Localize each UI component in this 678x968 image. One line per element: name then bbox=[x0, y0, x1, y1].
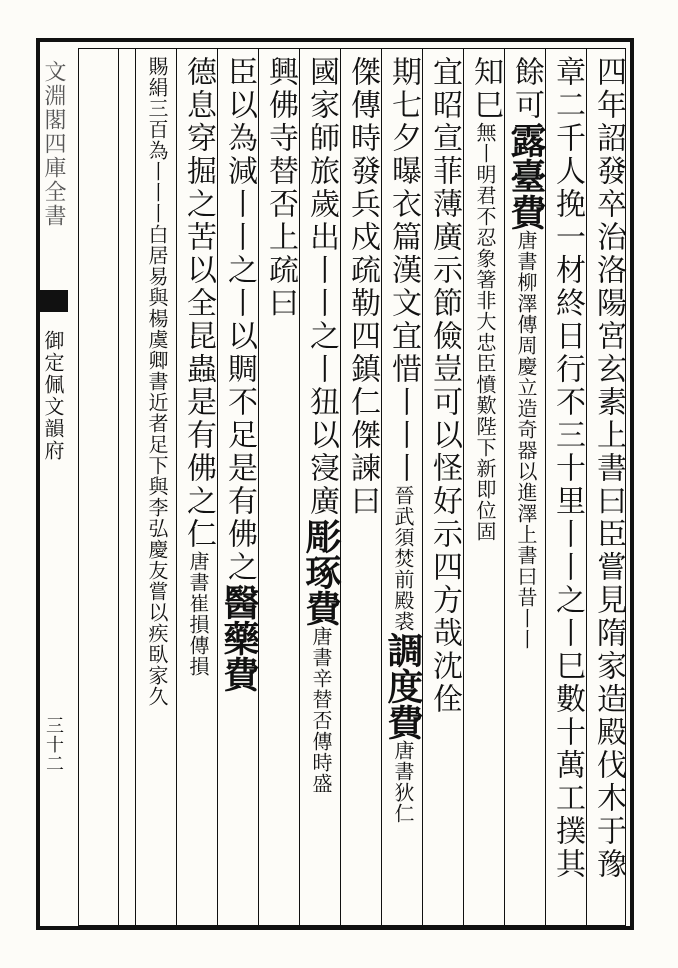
text-column-12: 賜絹三百為丨丨丨白居易與楊虞卿書近者足下與李弘慶友嘗以疾臥家久 bbox=[145, 56, 169, 707]
text-column-7: 傑傳時發兵戍疏勒四鎮仁傑諫曰 bbox=[345, 56, 380, 518]
book-title: 御定佩文韻府 bbox=[41, 330, 65, 462]
text-column-1: 四年詔發卒治洛陽宮玄素上書曰臣嘗見隋家造殿伐木于豫 bbox=[591, 56, 626, 881]
text-column-3: 餘可露臺費唐書柳澤傳周慶立造奇器以進澤上書曰昔丨丨 bbox=[505, 56, 547, 650]
page-number: 三十二 bbox=[43, 716, 64, 773]
text-column-10: 臣以為減丨丨之丨以賙不足是有佛之醫藥費 bbox=[218, 56, 260, 692]
text-column-6: 期七夕曝衣篇漢文宜惜丨丨丨晉武須焚前殿裘調度費唐書狄仁 bbox=[382, 56, 424, 824]
text-column-4: 知巳無丨明君不忍象箸非大忠臣憤歎陛下新即位固 bbox=[468, 56, 503, 542]
margin-header: 文淵閣四庫全書 bbox=[41, 60, 66, 228]
headword: 露臺費 bbox=[505, 122, 547, 230]
fish-tail-mark bbox=[38, 290, 68, 312]
text-column-11: 德息穿掘之苦以全昆蟲是有佛之仁唐書崔損傳損 bbox=[181, 56, 216, 677]
text-column-8: 國家師旅歲出丨丨之丨狃以寖廣彫琢費唐書辛替否傳時盛 bbox=[300, 56, 342, 794]
headword: 調度費 bbox=[382, 632, 424, 740]
text-column-5: 宜昭宣菲薄廣示節儉豈可以怪好示四方哉沈佺 bbox=[427, 56, 462, 716]
text-column-9: 興佛寺替否上疏曰 bbox=[263, 56, 298, 320]
headword: 彫琢費 bbox=[300, 518, 342, 626]
headword: 醫藥費 bbox=[218, 584, 260, 692]
text-column-2: 章二千人挽一材終日行不三十里丨丨之丨巳數十萬工撲其 bbox=[550, 56, 585, 881]
